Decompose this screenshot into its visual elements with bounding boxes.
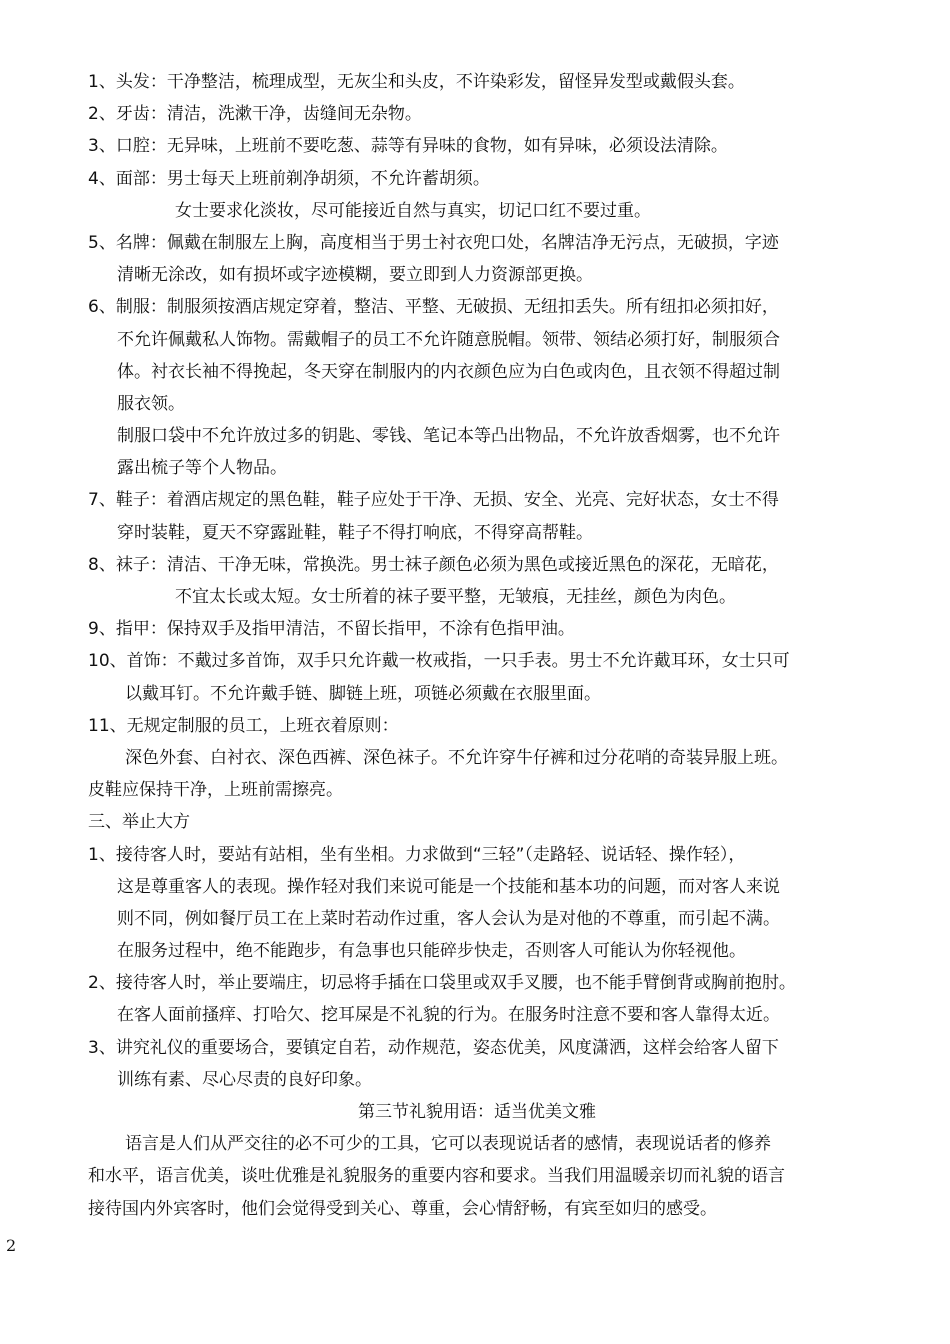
section-heading-behavior: 三、举止大方 bbox=[88, 812, 190, 833]
document-body bbox=[0, 66, 950, 1225]
rule-jewelry-cont: 以戴耳钉。不允许戴手链、脚链上班，项链必须戴在衣服里面。 bbox=[125, 683, 601, 704]
rule-socks: 8、袜子：清洁、干净无味，常换洗。男士袜子颜色必须为黑色或接近黑色的深花，无暗花， bbox=[88, 554, 779, 575]
rule-face-women: 女士要求化淡妆，尽可能接近自然与真实，切记口红不要过重。 bbox=[175, 200, 651, 221]
language-paragraph-3: 接待国内外宾客时，他们会觉得受到关心、尊重，会心情舒畅，有宾至如归的感受。 bbox=[88, 1198, 717, 1219]
behavior-3: 3、讲究礼仪的重要场合，要镇定自若，动作规范，姿态优美，风度潇洒，这样会给客人留下 bbox=[88, 1037, 779, 1058]
rule-uniform-pocket-cont: 露出梳子等个人物品。 bbox=[117, 458, 287, 479]
rule-uniform-cont-2: 体。衬衣长袖不得挽起，冬天穿在制服内的内衣颜色应为白色或肉色，且衣领不得超过制 bbox=[117, 361, 780, 382]
rule-no-uniform-shoes: 皮鞋应保持干净，上班前需擦亮。 bbox=[88, 780, 343, 801]
behavior-1-cont-3: 在服务过程中，绝不能跑步，有急事也只能碎步快走，否则客人可能认为你轻视他。 bbox=[117, 941, 746, 962]
behavior-3-cont: 训练有素、尽心尽责的良好印象。 bbox=[117, 1069, 372, 1090]
behavior-2-cont: 在客人面前搔痒、打哈欠、挖耳屎是不礼貌的行为。在服务时注意不要和客人靠得太近。 bbox=[117, 1005, 780, 1026]
rule-uniform-pocket: 制服口袋中不允许放过多的钥匙、零钱、笔记本等凸出物品，不允许放香烟雾，也不允许 bbox=[117, 426, 780, 447]
rule-jewelry: 10、首饰：不戴过多首饰，双手只允许戴一枚戒指，一只手表。男士不允许戴耳环，女士只可 bbox=[88, 651, 790, 672]
behavior-1: 1、接待客人时，要站有站相，坐有坐相。力求做到“三轻”（走路轻、说话轻、操作轻）， bbox=[88, 844, 746, 865]
rule-uniform-cont-3: 服衣领。 bbox=[117, 393, 185, 414]
rule-socks-cont: 不宜太长或太短。女士所着的袜子要平整，无皱痕，无挂丝，颜色为肉色。 bbox=[175, 587, 736, 607]
behavior-2: 2、接待客人时，举止要端庄，切忌将手插在口袋里或双手叉腰，也不能手臂倒背或胸前抱肘。 bbox=[88, 973, 796, 994]
rule-nametag-cont: 清晰无涂改，如有损坏或字迹模糊，要立即到人力资源部更换。 bbox=[117, 265, 593, 286]
rule-uniform-cont-1: 不允许佩戴私人饰物。需戴帽子的员工不允许随意脱帽。领带、领结必须打好，制服须合 bbox=[117, 329, 780, 350]
rule-teeth: 2、牙齿：清洁，洗漱干净，齿缝间无杂物。 bbox=[88, 104, 422, 125]
rule-nails: 9、指甲：保持双手及指甲清洁，不留长指甲，不涂有色指甲油。 bbox=[88, 619, 575, 640]
rule-uniform: 6、制服：制服须按酒店规定穿着，整洁、平整、无破损、无纽扣丢失。所有纽扣必须扣好， bbox=[88, 297, 779, 318]
rule-hair: 1、头发：干净整洁，梳理成型，无灰尘和头皮，不许染彩发，留怪异发型或戴假头套。 bbox=[88, 72, 745, 92]
rule-no-uniform-cont: 深色外套、白衬衣、深色西裤、深色袜子。不允许穿牛仔裤和过分花哨的奇装异服上班。 bbox=[125, 747, 788, 768]
rule-nametag: 5、名牌：佩戴在制服左上胸，高度相当于男士衬衣兜口处，名牌洁净无污点，无破损，字迹 bbox=[88, 232, 779, 253]
language-paragraph-1: 语言是人们从严交往的必不可少的工具，它可以表现说话者的感情，表现说话者的修养 bbox=[125, 1134, 771, 1155]
page-number: 2 bbox=[6, 1236, 17, 1255]
section-title-polite-language: 第三节礼貌用语：适当优美文雅 bbox=[358, 1102, 596, 1122]
behavior-1-cont-2: 则不同，例如餐厅员工在上菜时若动作过重，客人会认为是对他的不尊重，而引起不满。 bbox=[117, 908, 780, 929]
rule-shoes-cont: 穿时装鞋，夏天不穿露趾鞋，鞋子不得打响底，不得穿高帮鞋。 bbox=[117, 522, 593, 543]
language-paragraph-2: 和水平，语言优美，谈吐优雅是礼貌服务的重要内容和要求。当我们用温暖亲切而礼貌的语言 bbox=[88, 1166, 785, 1187]
rule-no-uniform: 11、无规定制服的员工，上班衣着原则： bbox=[88, 715, 399, 736]
rule-face: 4、面部：男士每天上班前剃净胡须，不允许蓄胡须。 bbox=[88, 168, 490, 189]
rule-shoes: 7、鞋子：着酒店规定的黑色鞋，鞋子应处于干净、无损、安全、光亮、完好状态，女士不得 bbox=[88, 490, 779, 511]
rule-mouth: 3、口腔：无异味，上班前不要吃葱、蒜等有异味的食物，如有异味，必须设法清除。 bbox=[88, 136, 728, 157]
behavior-1-cont-1: 这是尊重客人的表现。操作轻对我们来说可能是一个技能和基本功的问题，而对客人来说 bbox=[117, 876, 780, 897]
